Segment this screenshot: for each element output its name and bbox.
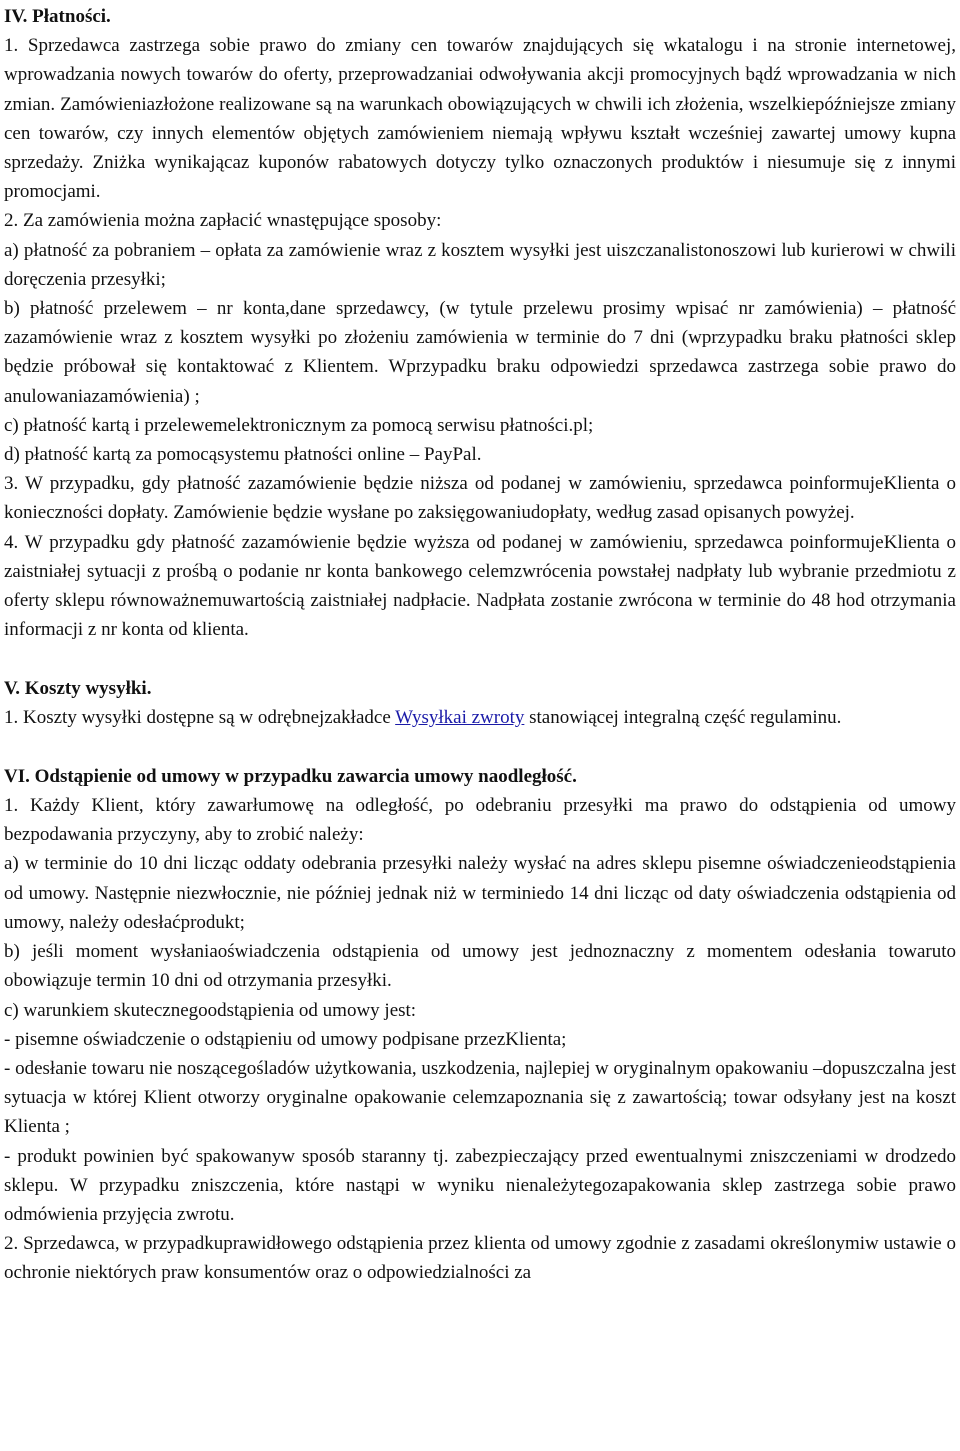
- shipping-text-before: 1. Koszty wysyłki dostępne są w odrębnejzakładce: [4, 707, 396, 729]
- paragraph-shipping-1: [4, 703, 956, 732]
- document-page: [4, 0, 956, 1288]
- paragraph-withdrawal-bullet-1: - pisemne oświadczenie o odstąpieniu od umowy podpisane przezKlienta;: [4, 1028, 567, 1050]
- paragraph-payments-2a: a) płatność za pobraniem – opłata za zamówienie wraz z kosztem wysyłki jest uiszczanalistonoszowi lub kurierowi w chwili doręczenia przesyłki;: [4, 239, 956, 290]
- paragraph-payments-4: 4. W przypadku gdy płatność zazamówienie będzie wyższa od podanej w zamówieniu, sprzedawca poinformujeKlienta o zaistniałej sytuacji z prośbą o podanie nr konta bankowego celemzwrócenia powstałej nadpłaty lub wybranie przedmiotu z oferty sklepu równoważnemuwartością zaistniałej nadpłacie. Nadpłata zostanie zwrócona w terminie do 48 hod otrzymania informacji z nr konta od klienta.: [4, 531, 956, 641]
- shipping-returns-link[interactable]: Wysyłkai zwroty: [395, 707, 525, 729]
- paragraph-payments-2: 2. Za zamówienia można zapłacić wnastępujące sposoby:: [4, 210, 442, 232]
- section-spacer: [4, 732, 956, 762]
- paragraph-payments-3: 3. W przypadku, gdy płatność zazamówienie będzie niższa od podanej w zamówieniu, sprzedawca poinformujeKlienta o konieczności dopłaty. Zamówienie będzie wysłane po zaksięgowaniudopłaty, według zasad opisanych powyżej.: [4, 473, 956, 524]
- section-spacer: [4, 644, 956, 674]
- paragraph-withdrawal-1a: a) w terminie do 10 dni licząc oddaty odebrania przesyłki należy wysłać na adres sklepu pisemne oświadczenieodstąpienia od umowy. Następnie niezwłocznie, nie później jednak niż w terminiedo 14 dni licząc od daty oświadczenia odstąpienia od umowy, należy odesłaćprodukt;: [4, 853, 956, 933]
- paragraph-withdrawal-bullet-2: - odesłanie towaru nie noszącegośladów użytkowania, uszkodzenia, najlepiej w oryginalnym opakowaniu –dopuszczalna jest sytuacja w której Klient otworzy oryginalne opakowanie celemzapoznania się z zawartością; towar odsyłany jest na koszt Klienta ;: [4, 1057, 956, 1138]
- paragraph-withdrawal-2: 2. Sprzedawca, w przypadkuprawidłowego odstąpienia przez klienta od umowy zgodnie z zasadami określonymiw ustawie o ochronie niektórych praw konsumentów oraz o odpowiedzialności za: [4, 1233, 956, 1284]
- paragraph-payments-2b: b) płatność przelewem – nr konta,dane sprzedawcy, (w tytule przelewu prosimy wpisać nr zamówienia) – płatność zazamówienie wraz z kosztem wysyłki po złożeniu zamówienia w terminie do 7 dni (wprzypadku braku płatności sklep będzie próbował się kontaktować z Klientem. Wprzypadku braku odpowiedzi sprzedawca zastrzega sobie prawo do anulowaniazamówienia) ;: [4, 298, 956, 407]
- section-heading-withdrawal: VI. Odstąpienie od umowy w przypadku zawarcia umowy naodległość.: [4, 765, 577, 787]
- shipping-text-after: stanowiącej integralną część regulaminu.: [524, 707, 842, 729]
- paragraph-payments-2c: c) płatność kartą i przelewemelektronicznym za pomocą serwisu płatności.pl;: [4, 414, 594, 436]
- paragraph-withdrawal-1: 1. Każdy Klient, który zawarłumowę na odległość, po odebraniu przesyłki ma prawo do odstąpienia od umowy bezpodawania przyczyny, aby to zrobić należy:: [4, 795, 956, 846]
- paragraph-withdrawal-1c: c) warunkiem skutecznegoodstąpienia od umowy jest:: [4, 999, 417, 1021]
- section-heading-shipping: V. Koszty wysyłki.: [4, 677, 152, 699]
- paragraph-withdrawal-1b: b) jeśli moment wysłaniaoświadczenia odstąpienia od umowy jest jednoznaczny z momentem odesłania towaruto obowiązuje termin 10 dni od otrzymania przesyłki.: [4, 941, 956, 992]
- paragraph-payments-1: 1. Sprzedawca zastrzega sobie prawo do zmiany cen towarów znajdujących się wkatalogu i na stronie internetowej, wprowadzania nowych towarów do oferty, przeprowadzaniai odwoływania akcji promocyjnych bądź wprowadzania w nich zmian. Zamówieniazłożone realizowane są na warunkach obowiązujących w chwili ich złożenia, wszelkiepóźniejsze zmiany cen towarów, czy innych elementów objętych zamówieniem niemają wpływu kształt wcześniej zawartej umowy kupna sprzedaży. Zniżka wynikającaz kuponów rabatowych dotyczy tylko oznaczonych produktów i niesumuje się z innymi promocjami.: [4, 35, 956, 203]
- section-heading-payments: IV. Płatności.: [4, 6, 111, 27]
- paragraph-payments-2d: d) płatność kartą za pomocąsystemu płatności online – PayPal.: [4, 444, 482, 466]
- paragraph-withdrawal-bullet-3: - produkt powinien być spakowanyw sposób staranny tj. zabezpieczający przed ewentualnymi zniszczeniami w drodzedo sklepu. W przypadku zniszczenia, które nastąpi w wyniku nienależytegozapakowania sklep zastrzega sobie prawo odmówienia przyjęcia zwrotu.: [4, 1145, 956, 1225]
